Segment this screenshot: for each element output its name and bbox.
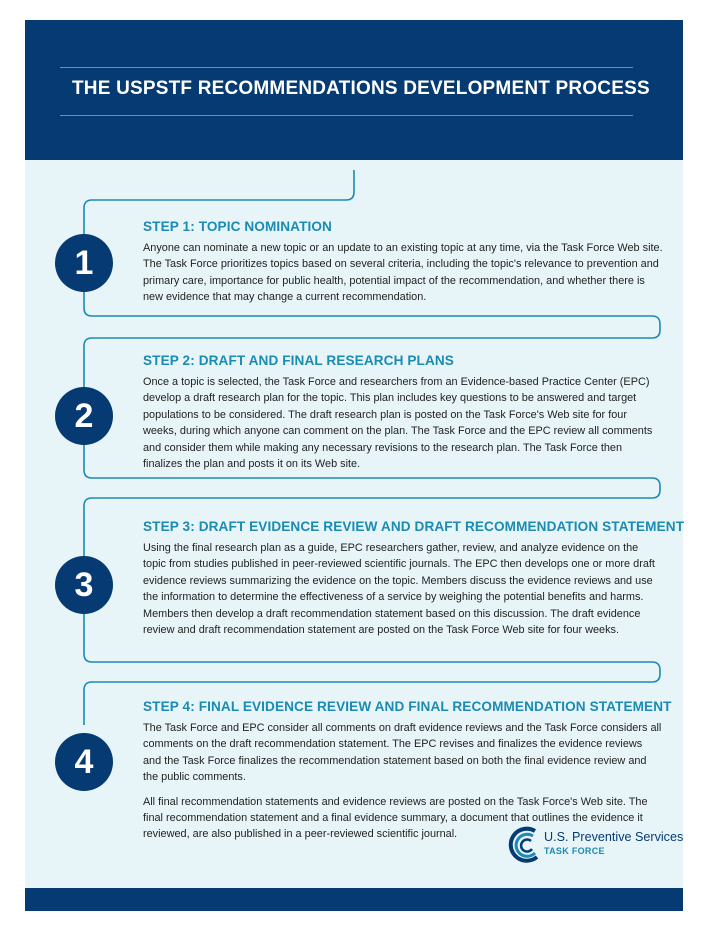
- step-3: [143, 519, 685, 646]
- step-2: [143, 353, 663, 480]
- step-4-body-1: The Task Force and EPC consider all comments on draft evidence reviews and the Task Force considers all comments on the draft recommendation statement. The EPC revises and finalizes the evidence reviews and the Task Force finalizes the recommendation statement based on both the final evidence review and the public comments.: [143, 722, 662, 784]
- step-2-title: STEP 2: DRAFT AND FINAL RESEARCH PLANS: [143, 353, 454, 368]
- step-3-body: Using the final research plan as a guide, EPC researchers gather, review, and analyze evidence on the topic from studies published in peer-reviewed scientific journals. The EPC then develops one or more draft evidence reviews summarizing the evidence on the topic. Members discuss the evidence reviews and use the information to determine the effectiveness of a service by weighing the potential benefits and harms. Members then develop a draft recommendation statement based on this discussion. The draft evidence review and draft recommendation statement are posted on the Task Force Web site for four weeks.: [143, 542, 655, 637]
- step-1-number-badge: 1: [55, 234, 113, 292]
- footer-bar: [25, 888, 683, 911]
- step-1: [143, 219, 663, 314]
- step-4-title: STEP 4: FINAL EVIDENCE REVIEW AND FINAL RECOMMENDATION STATEMENT: [143, 699, 672, 714]
- page-title: THE USPSTF RECOMMENDATIONS DEVELOPMENT PROCESS: [72, 78, 650, 99]
- page: [25, 20, 683, 911]
- logo-tagline: TASK FORCE: [544, 846, 605, 856]
- step-1-body: Anyone can nominate a new topic or an update to an existing topic at any time, via the Task Force Web site. The Task Force prioritizes topics based on several criteria, including the topic's relevance to prevention and primary care, importance for public health, potential impact of the recommendation, and whether there is new evidence that may change a current recommendation.: [143, 242, 663, 304]
- step-4-body-2: All final recommendation statements and evidence reviews are posted on the Task Force's Web site. The final recommendation statement and a final evidence summary, a document that outlines the evidence it reviewed, are also published in a peer-reviewed scientific journal.: [143, 795, 648, 841]
- uspstf-logo: [507, 826, 684, 870]
- logo-org-name: U.S. Preventive Services: [544, 830, 684, 844]
- uspstf-logo-icon: [507, 826, 541, 864]
- step-4-number-badge: 4: [55, 733, 113, 791]
- step-3-title: STEP 3: DRAFT EVIDENCE REVIEW AND DRAFT RECOMMENDATION STATEMENT: [143, 519, 685, 534]
- step-1-title: STEP 1: TOPIC NOMINATION: [143, 219, 332, 234]
- step-2-body: Once a topic is selected, the Task Force and researchers from an Evidence-based Practice Center (EPC) develop a draft research plan for the topic. This plan includes key questions to be answered and target populations to be considered. The draft research plan is posted on the Task Force's Web site for four weeks, during which anyone can comment on the plan. The Task Force and the EPC review all comments and consider them while making any necessary revisions to the research plan. The Task Force then finalizes the plan and posts it on its Web site.: [143, 376, 653, 471]
- step-3-number-badge: 3: [55, 556, 113, 614]
- step-2-number-badge: 2: [55, 387, 113, 445]
